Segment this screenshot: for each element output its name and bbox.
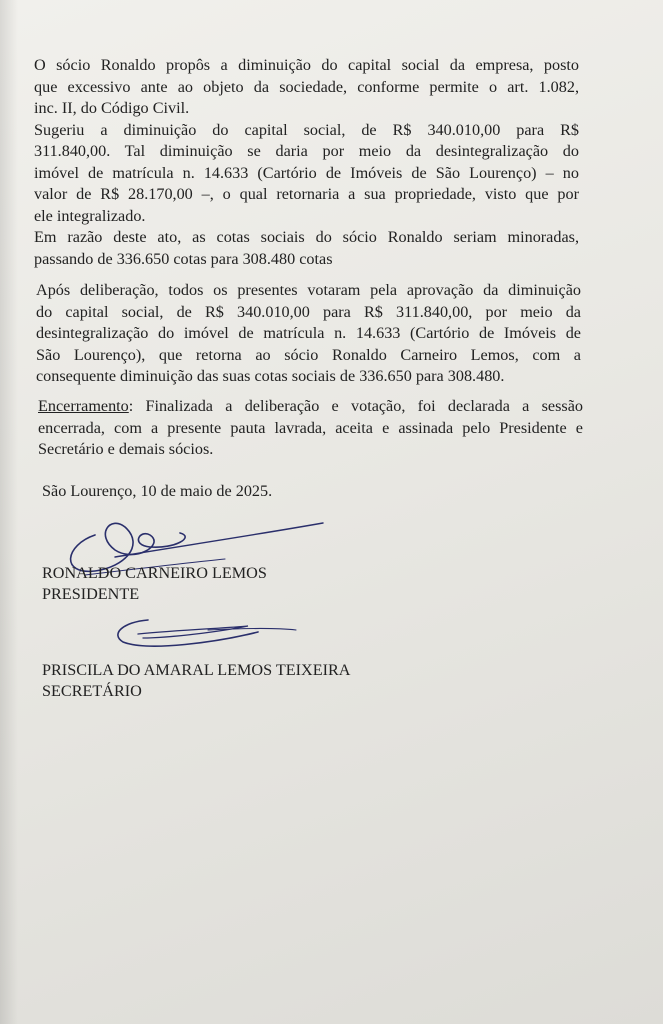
place-date-line: São Lourenço, 10 de maio de 2025. xyxy=(42,482,273,500)
paragraph-capital-reduction-proposal xyxy=(34,55,579,270)
secretary-role: SECRETÁRIO xyxy=(42,682,142,700)
text-line: passando de 336.650 cotas para 308.480 cotas xyxy=(34,249,333,268)
paragraph-deliberation-approval xyxy=(36,280,581,388)
secretary-signature-block xyxy=(42,660,350,702)
text-line: Em razão deste ato, as cotas sociais do sócio Ronaldo seriam minoradas, xyxy=(34,228,579,246)
text-line xyxy=(38,396,583,418)
closing-heading: Encerramento xyxy=(38,397,129,415)
text-line: Secretário e demais sócios. xyxy=(38,440,214,458)
text-line: São Lourenço), que retorna ao sócio Ronaldo Carneiro Lemos, com a xyxy=(36,345,581,364)
secretary-signature xyxy=(108,612,308,652)
president-name: RONALDO CARNEIRO LEMOS xyxy=(42,564,267,582)
text-line: 311.840,00. Tal diminuição se daria por meio da desintegralização do xyxy=(34,142,579,160)
text-line: Após deliberação, todos os presentes votaram pela aprovação da diminuição xyxy=(36,281,581,299)
page-edge-shadow xyxy=(0,0,18,1024)
text-line: que excessivo ante ao objeto da sociedade, conforme permite o art. 1.082, xyxy=(34,77,579,96)
text-line: Sugeriu a diminuição do capital social, de R$ 340.010,00 para R$ xyxy=(34,120,579,139)
president-signature-block xyxy=(42,563,267,605)
closing-first-line: : Finalizada a deliberação e votação, foi declarada a sessão xyxy=(128,397,583,415)
text-line: encerrada, com a presente pauta lavrada, aceita e assinada pelo Presidente e xyxy=(38,418,583,437)
text-line: do capital social, de R$ 340.010,00 para R$ 311.840,00, por meio da xyxy=(36,302,581,321)
text-line: ele integralizado. xyxy=(34,206,146,225)
text-line: valor de R$ 28.170,00 –, o qual retornaria a sua propriedade, visto que por xyxy=(34,185,579,203)
text-line: desintegralização do imóvel de matrícula n. 14.633 (Cartório de Imóveis de xyxy=(36,324,581,342)
text-line: imóvel de matrícula n. 14.633 (Cartório de Imóveis de São Lourenço) – no xyxy=(34,163,579,182)
secretary-name: PRISCILA DO AMARAL LEMOS TEIXEIRA xyxy=(42,661,351,679)
president-role: PRESIDENTE xyxy=(42,585,140,603)
text-line: inc. II, do Código Civil. xyxy=(34,99,190,117)
text-line: consequente diminuição das suas cotas sociais de 336.650 para 308.480. xyxy=(36,367,505,385)
text-line: O sócio Ronaldo propôs a diminuição do capital social da empresa, posto xyxy=(34,56,579,74)
paragraph-closing xyxy=(38,396,583,461)
